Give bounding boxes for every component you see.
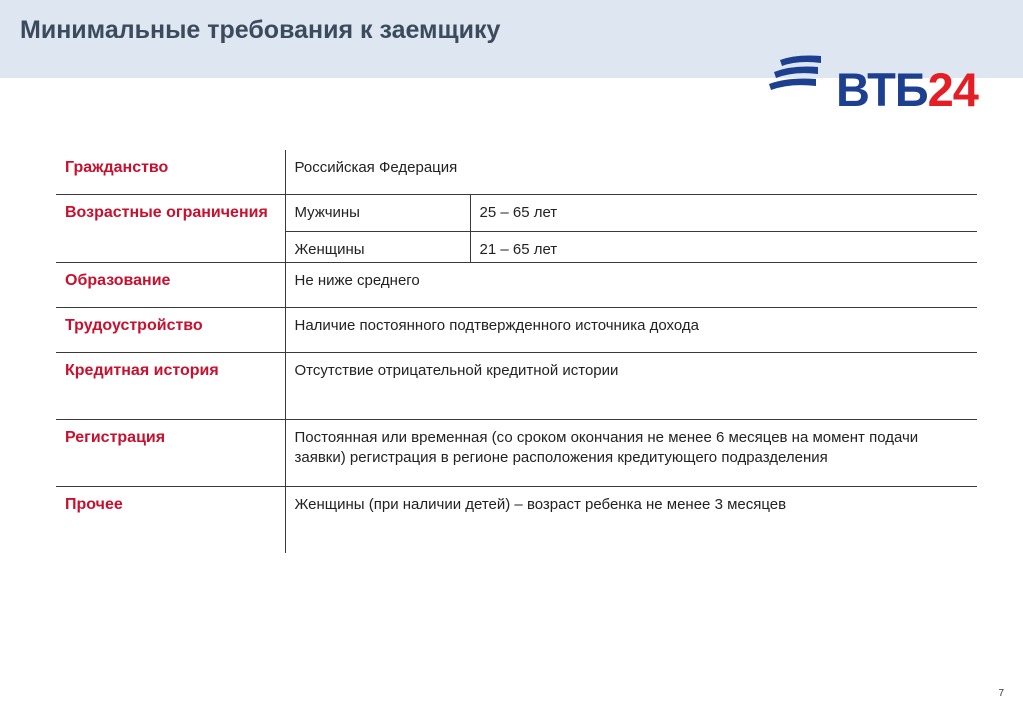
- table-row: [56, 353, 977, 420]
- row-label-age: Возрастные ограничения: [56, 195, 285, 263]
- row-value-other: Женщины (при наличии детей) – возраст ребенка не менее 3 месяцев: [294, 496, 787, 513]
- logo-24-text: 24: [927, 63, 978, 116]
- table-row: [56, 487, 977, 554]
- requirements-table: [56, 150, 977, 553]
- table-row: [56, 263, 977, 308]
- row-label-credit-history: Кредитная история: [56, 353, 285, 420]
- page-title: Минимальные требования к заемщику: [20, 16, 501, 44]
- logo-vtb-text: ВТБ: [836, 63, 928, 116]
- row-label-registration: Регистрация: [56, 420, 285, 487]
- page-number: 7: [998, 688, 1004, 699]
- table-row: [56, 420, 977, 487]
- row-value-education: Не ниже среднего: [285, 263, 977, 308]
- sub-label-men: Мужчины: [285, 195, 470, 232]
- row-label-employment: Трудоустройство: [56, 308, 285, 353]
- vtb24-logo: [766, 52, 1006, 122]
- row-value-credit-history: Отсутствие отрицательной кредитной истории: [285, 353, 977, 420]
- row-value-citizenship: Российская Федерация: [285, 150, 977, 195]
- row-label-citizenship: Гражданство: [56, 150, 285, 195]
- table-row: [56, 150, 977, 195]
- vtb-flag-icon: [766, 52, 824, 98]
- logo-wordmark: [836, 63, 978, 116]
- sub-label-women: Женщины: [285, 232, 470, 263]
- sub-value-women: 21 – 65 лет: [470, 232, 977, 263]
- table-row: [56, 308, 977, 353]
- row-value-employment: Наличие постоянного подтвержденного источника дохода: [285, 308, 977, 353]
- row-label-other: Прочее: [56, 487, 285, 554]
- row-label-education: Образование: [56, 263, 285, 308]
- table-row: [56, 195, 977, 232]
- sub-value-men: 25 – 65 лет: [470, 195, 977, 232]
- row-value-registration: Постоянная или временная (со сроком окончания не менее 6 месяцев на момент подачи заявки) регистрация в регионе расположения кредитующего подразделения: [285, 420, 977, 487]
